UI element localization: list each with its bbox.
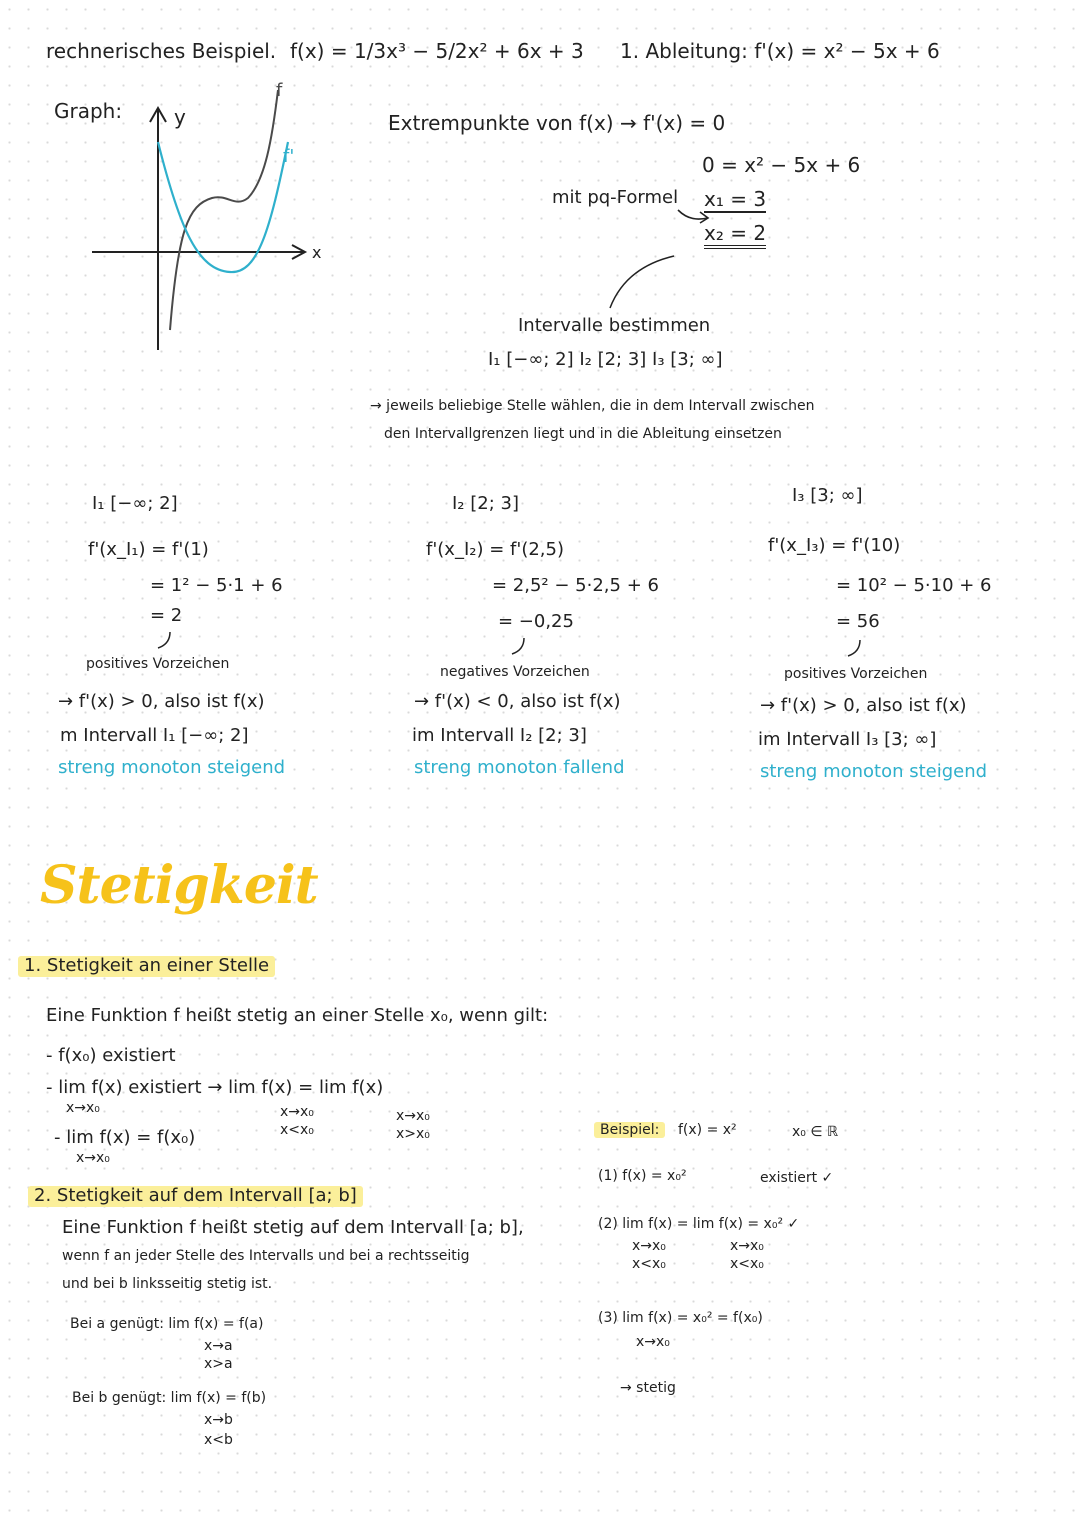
x-axis-label: x	[312, 243, 322, 262]
function-graph	[80, 80, 340, 360]
column-step-2: = 56	[836, 611, 880, 632]
example-point-3: (3) lim f(x) = x₀² = f(x₀)	[598, 1310, 763, 1326]
example-label: rechnerisches Beispiel.	[46, 39, 277, 63]
subsection-heading-1: 1. Stetigkeit an einer Stelle	[18, 956, 275, 977]
extrema-equation: 0 = x² − 5x + 6	[702, 153, 861, 177]
interval-def-line-3: und bei b linksseitig stetig ist.	[62, 1276, 273, 1292]
condition-3: - lim f(x) = f(x₀)	[54, 1127, 196, 1148]
left-endpoint-sub-2: x>a	[204, 1356, 233, 1372]
example-point-1: (1) f(x) = x₀²	[598, 1168, 687, 1184]
column-sign: negatives Vorzeichen	[440, 664, 590, 680]
example-point-1-note: existiert ✓	[760, 1170, 834, 1186]
column-result: streng monoton fallend	[414, 757, 625, 778]
curve-arrow-icon	[156, 630, 176, 650]
y-axis-label: y	[174, 105, 186, 129]
example-domain: x₀ ∈ ℝ	[792, 1124, 839, 1140]
column-result: streng monoton steigend	[760, 761, 988, 782]
example-point-2: (2) lim f(x) = lim f(x) = x₀² ✓	[598, 1216, 800, 1232]
column-eval: f'(x_I₂) = f'(2,5)	[426, 539, 564, 560]
definition-intro: Eine Funktion f heißt stetig an einer Stelle x₀, wenn gilt:	[46, 1005, 549, 1026]
subsection-heading-2: 2. Stetigkeit auf dem Intervall [a; b]	[28, 1186, 363, 1207]
column-step-2: = 2	[150, 605, 183, 626]
curve-arrow-icon	[510, 636, 530, 658]
column-step-1: = 2,5² − 5·2,5 + 6	[492, 575, 659, 596]
pq-method-label: mit pq-Formel	[552, 187, 679, 208]
condition-2-sub-2: x→x₀	[280, 1104, 314, 1120]
intervals-note-line-2: den Intervallgrenzen liegt und in die Ableitung einsetzen	[384, 426, 782, 442]
right-endpoint-sub-2: x<b	[204, 1432, 233, 1448]
column-step-1: = 10² − 5·10 + 6	[836, 575, 992, 596]
example-point-3-sub: x→x₀	[636, 1334, 670, 1350]
example-function: f(x) = x²	[678, 1122, 737, 1138]
solution-x1: x₁ = 3	[704, 187, 767, 211]
example-point-2-sub-2b: x<x₀	[730, 1256, 764, 1272]
column-eval: f'(x_I₁) = f'(1)	[88, 539, 209, 560]
example-label-badge: Beispiel:	[594, 1122, 665, 1138]
column-conclusion-2: m Intervall I₁ [−∞; 2]	[60, 725, 249, 746]
condition-2-sub-2b: x<x₀	[280, 1122, 314, 1138]
example-point-2-sub-1: x→x₀	[632, 1238, 666, 1254]
intervals-note-line-1: → jeweils beliebige Stelle wählen, die in dem Intervall zwischen	[370, 398, 815, 414]
graph-label: Graph:	[54, 99, 123, 123]
column-conclusion-1: → f'(x) > 0, also ist f(x)	[760, 695, 967, 716]
condition-2: - lim f(x) existiert → lim f(x) = lim f(x)	[46, 1077, 384, 1098]
example-point-2-sub-2: x→x₀	[730, 1238, 764, 1254]
column-conclusion-2: im Intervall I₃ [3; ∞]	[758, 729, 937, 750]
connector-curve	[600, 252, 680, 312]
f-curve	[170, 90, 278, 330]
intervals-list: I₁ [−∞; 2] I₂ [2; 3] I₃ [3; ∞]	[488, 349, 723, 370]
interval-def-line-1: Eine Funktion f heißt stetig auf dem Intervall [a; b],	[62, 1217, 524, 1238]
section-title-stetigkeit: Stetigkeit	[40, 855, 318, 916]
column-step-2: = −0,25	[498, 611, 574, 632]
left-endpoint-condition: Bei a genügt: lim f(x) = f(a)	[70, 1316, 264, 1332]
column-title: I₁ [−∞; 2]	[92, 493, 178, 514]
column-conclusion-1: → f'(x) > 0, also ist f(x)	[58, 691, 265, 712]
column-title: I₂ [2; 3]	[452, 493, 519, 514]
curve-arrow-icon	[846, 638, 866, 660]
condition-2-sub-3: x→x₀	[396, 1108, 430, 1124]
column-conclusion-1: → f'(x) < 0, also ist f(x)	[414, 691, 621, 712]
right-endpoint-condition: Bei b genügt: lim f(x) = f(b)	[72, 1390, 267, 1406]
right-endpoint-sub-1: x→b	[204, 1412, 233, 1428]
solution-x2: x₂ = 2	[704, 222, 766, 249]
derivative-definition: 1. Ableitung: f'(x) = x² − 5x + 6	[620, 39, 940, 63]
column-result: streng monoton steigend	[58, 757, 286, 778]
condition-3-sub: x→x₀	[76, 1150, 110, 1166]
condition-2-sub-1: x→x₀	[66, 1100, 100, 1116]
function-definition: f(x) = 1/3x³ − 5/2x² + 6x + 3	[290, 39, 584, 63]
column-title: I₃ [3; ∞]	[792, 485, 863, 506]
f-curve-label: f	[276, 80, 283, 101]
example-result: → stetig	[620, 1380, 676, 1396]
condition-2-sub-3b: x>x₀	[396, 1126, 430, 1142]
column-step-1: = 1² − 5·1 + 6	[150, 575, 283, 596]
fprime-curve-label: f'	[283, 146, 295, 167]
extrema-heading: Extrempunkte von f(x) → f'(x) = 0	[388, 111, 726, 135]
column-sign: positives Vorzeichen	[86, 656, 230, 672]
condition-1: - f(x₀) existiert	[46, 1045, 176, 1066]
column-sign: positives Vorzeichen	[784, 666, 928, 682]
intervals-heading: Intervalle bestimmen	[518, 315, 711, 336]
left-endpoint-sub-1: x→a	[204, 1338, 233, 1354]
column-eval: f'(x_I₃) = f'(10)	[768, 535, 901, 556]
example-point-2-sub-1b: x<x₀	[632, 1256, 666, 1272]
interval-def-line-2: wenn f an jeder Stelle des Intervalls und bei a rechtsseitig	[62, 1248, 470, 1264]
column-conclusion-2: im Intervall I₂ [2; 3]	[412, 725, 587, 746]
